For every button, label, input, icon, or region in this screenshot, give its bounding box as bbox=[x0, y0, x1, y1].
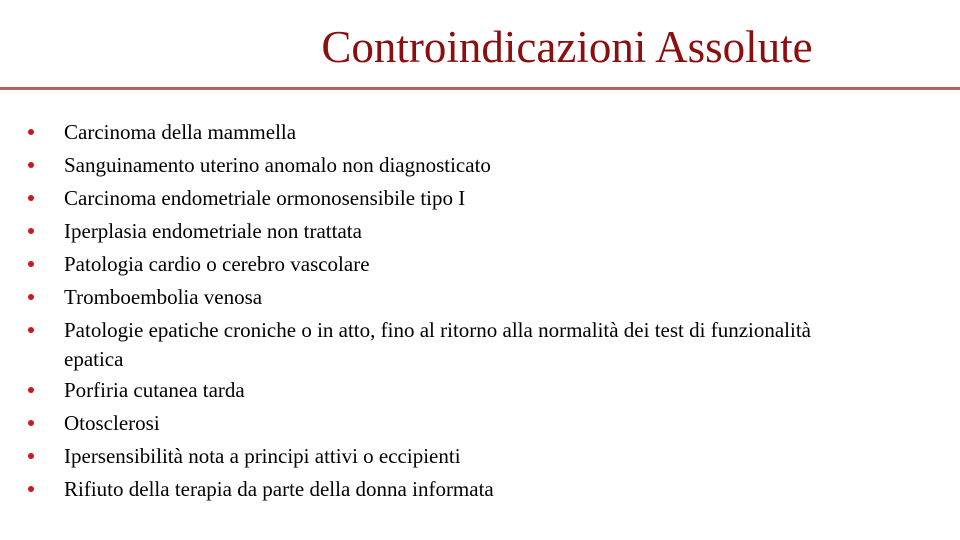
list-item: Iperplasia endometriale non trattata bbox=[28, 217, 824, 246]
bullet-icon bbox=[28, 294, 34, 300]
bullet-icon bbox=[28, 453, 34, 459]
bullet-icon bbox=[28, 261, 34, 267]
list-item: Patologie epatiche croniche o in atto, fino al ritorno alla normalità dei test di funzionalità epatica bbox=[28, 316, 824, 373]
list-item: Otosclerosi bbox=[28, 409, 824, 438]
slide-title: Controindicazioni Assolute bbox=[321, 22, 813, 72]
list-item: Carcinoma endometriale ormonosensibile tipo I bbox=[28, 184, 824, 213]
list-item: Rifiuto della terapia da parte della donna informata bbox=[28, 475, 824, 504]
bullet-icon bbox=[28, 387, 34, 393]
bullet-icon bbox=[28, 129, 34, 135]
bullet-icon bbox=[28, 162, 34, 168]
bullet-icon bbox=[28, 420, 34, 426]
bullet-icon bbox=[28, 486, 34, 492]
list-item: Tromboembolia venosa bbox=[28, 283, 824, 312]
list-item: Ipersensibilità nota a principi attivi o eccipienti bbox=[28, 442, 824, 471]
list-item: Porfiria cutanea tarda bbox=[28, 376, 824, 405]
bullet-icon bbox=[28, 195, 34, 201]
bullet-icon bbox=[28, 228, 34, 234]
title-divider bbox=[0, 87, 960, 90]
contraindication-list bbox=[28, 118, 824, 508]
bullet-icon bbox=[28, 327, 34, 333]
list-item: Patologia cardio o cerebro vascolare bbox=[28, 250, 824, 279]
list-item: Carcinoma della mammella bbox=[28, 118, 824, 147]
list-item: Sanguinamento uterino anomalo non diagnosticato bbox=[28, 151, 824, 180]
